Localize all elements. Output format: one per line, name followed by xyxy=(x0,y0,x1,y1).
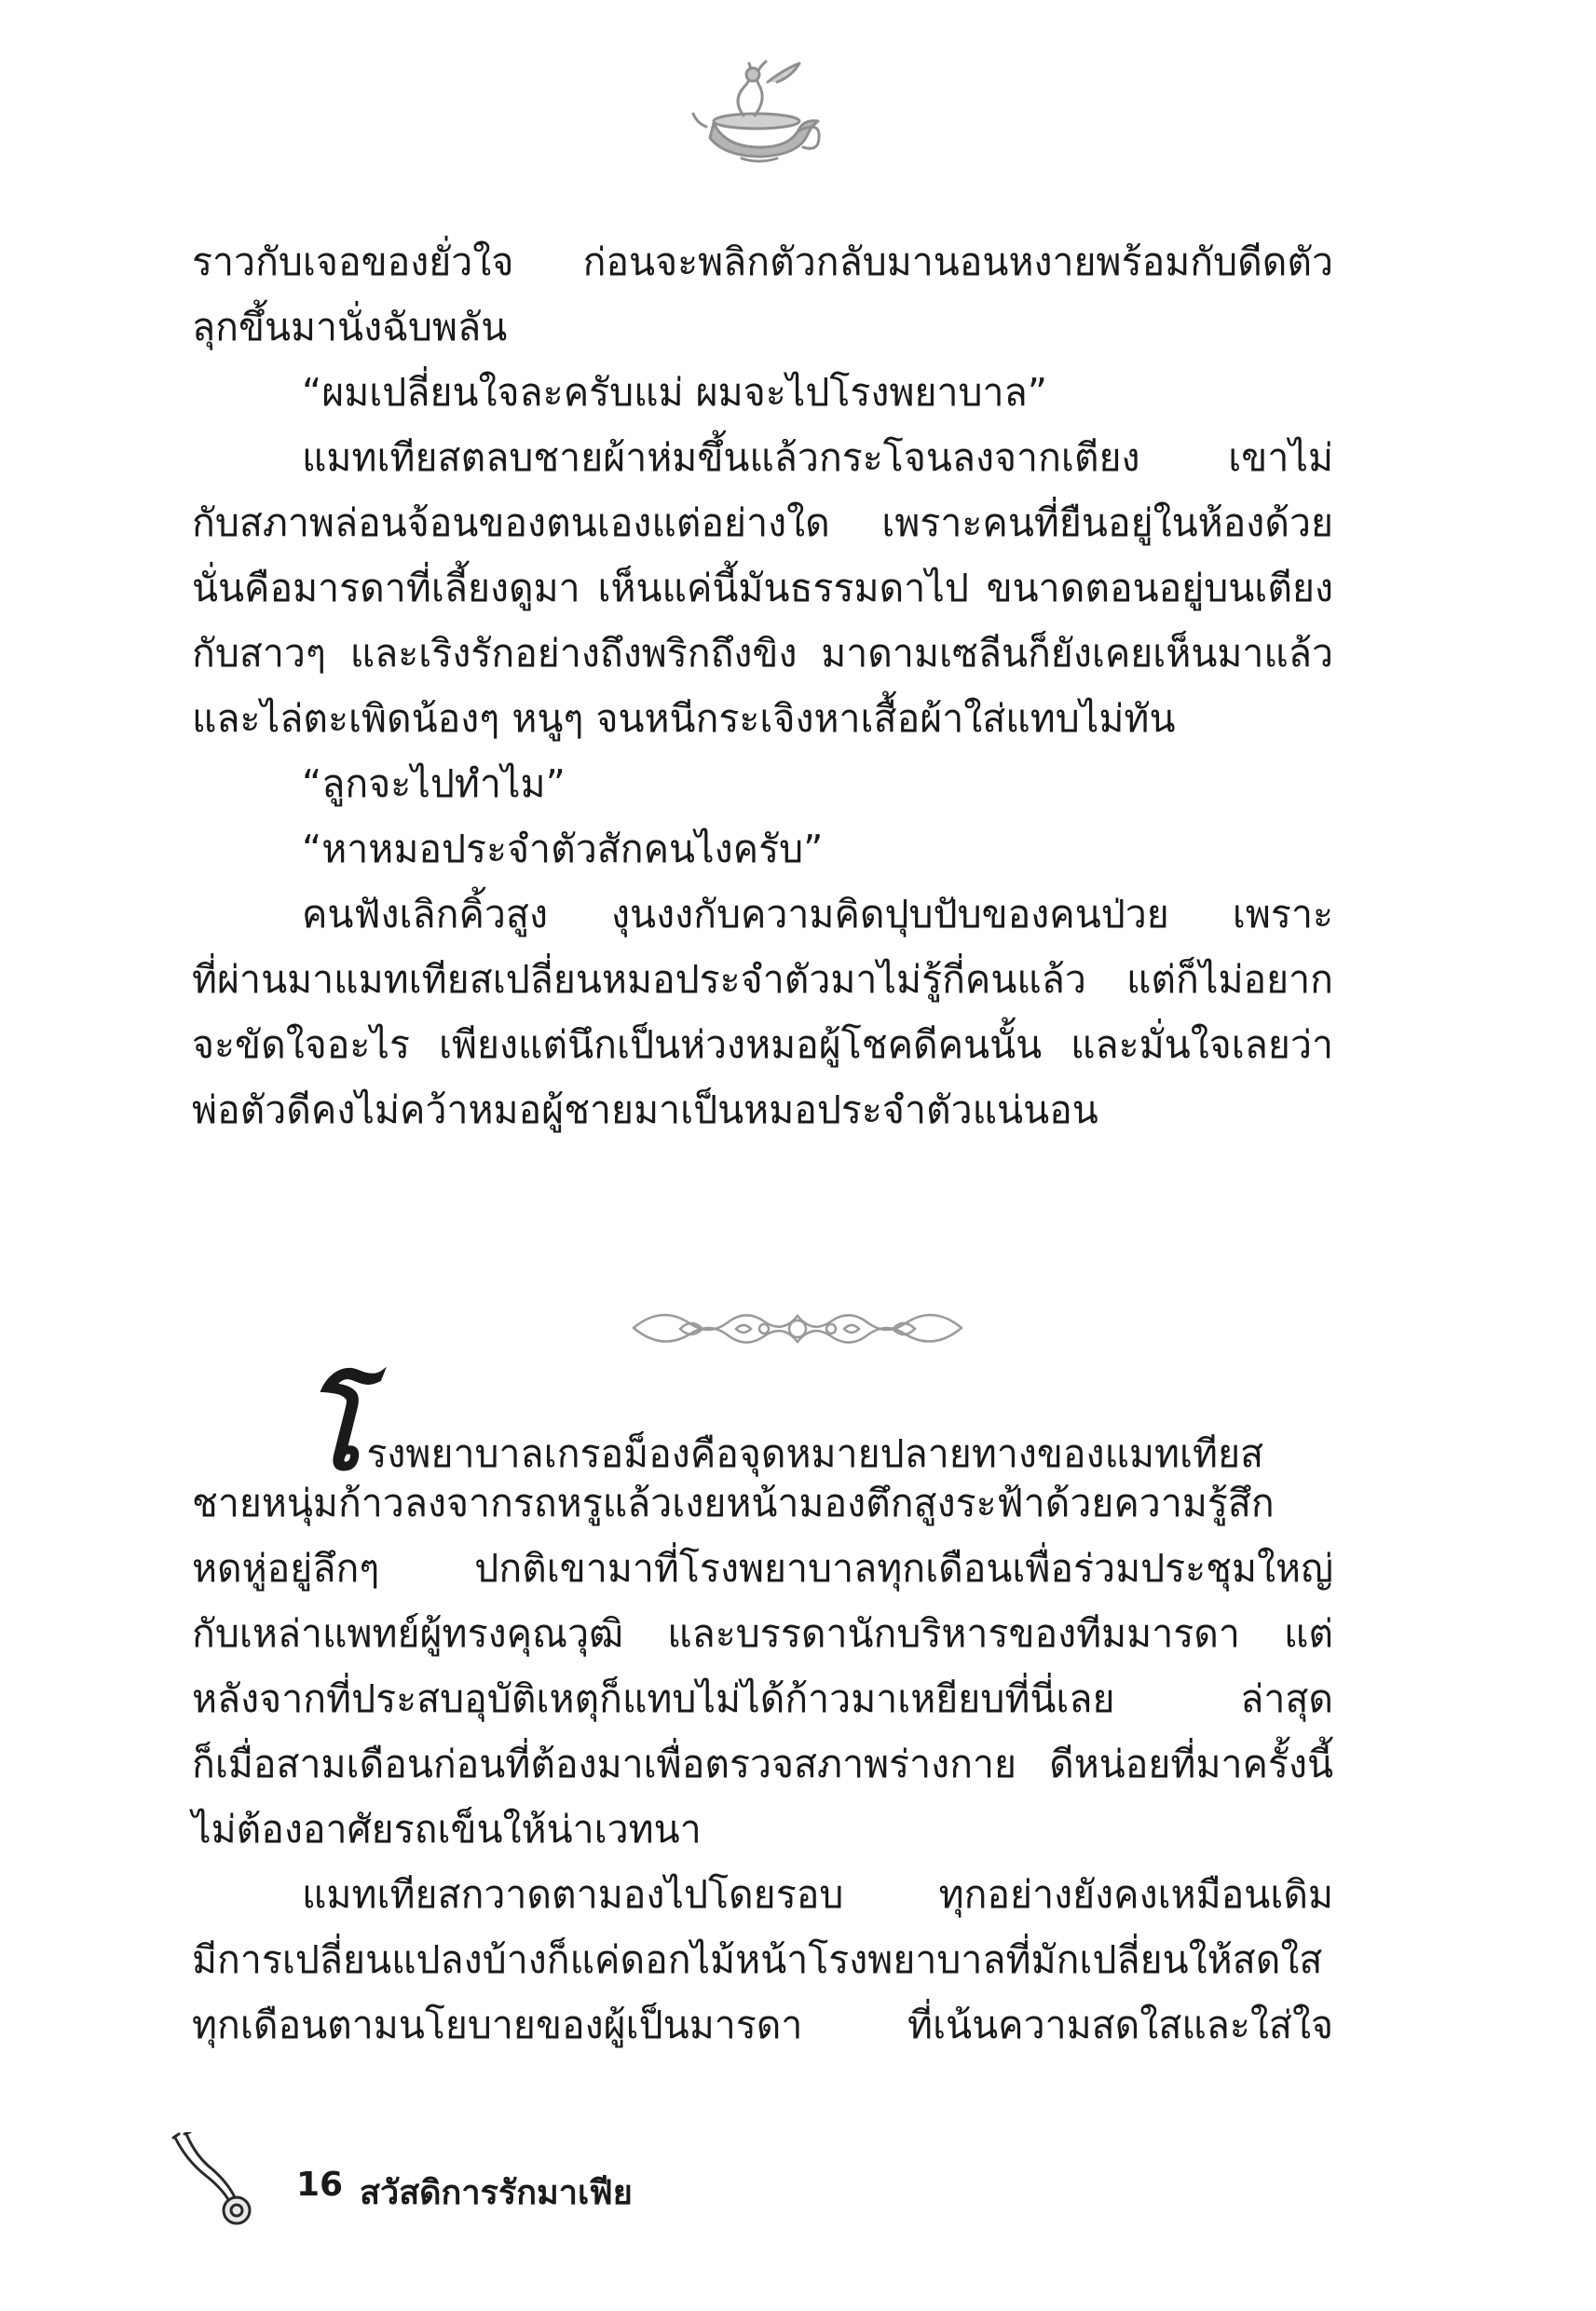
dropcap-line xyxy=(192,1365,1333,1495)
text-line: ก็เมื่อสามเดือนก่อนที่ต้องมาเพื่อตรวจสภาพร่างกาย ดีหน่อยที่มาครั้งนี้ xyxy=(192,1742,1333,1786)
text-line: “หาหมอประจำตัวสักคนไงครับ” xyxy=(302,827,824,871)
text-line: กับสภาพล่อนจ้อนของตนเองแต่อย่างใด เพราะคนที่ยืนอยู่ในห้องด้วย xyxy=(192,500,1333,545)
text-line: “ผมเปลี่ยนใจละครับแม่ ผมจะไปโรงพยาบาล” xyxy=(302,370,1047,415)
genie-lamp-icon xyxy=(688,54,827,164)
text-line: ไม่ต้องอาศัยรถเข็นให้น่าเวทนา xyxy=(192,1807,702,1852)
page-number: 16 xyxy=(296,2166,344,2204)
page-footer xyxy=(168,2132,1006,2235)
text-line: หลังจากที่ประสบอุบัติเหตุก็แทบไม่ได้ก้าวมาเหยียบที่นี่เลย ล่าสุด xyxy=(192,1676,1333,1721)
text-line: นั่นคือมารดาที่เลี้ยงดูมา เห็นแค่นี้มันธรรมดาไป ขนาดตอนอยู่บนเตียง xyxy=(192,566,1333,610)
text-line: มีการเปลี่ยนแปลงบ้างก็แค่ดอกไม้หน้าโรงพยาบาลที่มักเปลี่ยนให้สดใส xyxy=(192,1937,1323,1982)
text-line: จะขัดใจอะไร เพียงแต่นึกเป็นห่วงหมอผู้โชคดีคนนั้น และมั่นใจเลยว่า xyxy=(192,1022,1333,1067)
stethoscope-icon xyxy=(168,2132,270,2235)
text-line: แมทเทียสกวาดตามองไปโดยรอบ ทุกอย่างยังคงเหมือนเดิม xyxy=(302,1872,1333,1917)
text-line: กับเหล่าแพทย์ผู้ทรงคุณวุฒิ และบรรดานักบริหารของทีมมารดา แต่ xyxy=(192,1611,1333,1656)
text-line: แมทเทียสตลบชายผ้าห่มขึ้นแล้วกระโจนลงจากเตียง เขาไม่ xyxy=(302,435,1333,480)
text-line: และไล่ตะเพิดน้องๆ หนูๆ จนหนีกระเจิงหาเสื้อผ้าใส่แทบไม่ทัน xyxy=(192,696,1176,741)
text-line: ทุกเดือนตามนโยบายของผู้เป็นมารดา ที่เน้นความสดใสและใส่ใจ xyxy=(192,2003,1333,2047)
text-line: ชายหนุ่มก้าวลงจากรถหรูแล้วเงยหน้ามองตึกสูงระฟ้าด้วยความรู้สึก xyxy=(192,1481,1275,1525)
drop-cap: โ xyxy=(302,1365,361,1495)
body-text-bottom xyxy=(192,1470,1333,2058)
text-line: คนฟังเลิกคิ้วสูง งุนงงกับความคิดปุบปับของคนป่วย เพราะ xyxy=(302,892,1333,937)
book-title: สวัสดิการรักมาเฟีย xyxy=(360,2174,633,2212)
text-line: ที่ผ่านมาแมทเทียสเปลี่ยนหมอประจำตัวมาไม่รู้กี่คนแล้ว แต่ก็ไม่อยาก xyxy=(192,957,1333,1002)
floral-divider-icon xyxy=(624,1295,971,1361)
text-line: กับสาวๆ และเริงรักอย่างถึงพริกถึงขิง มาดามเซลีนก็ยังเคยเห็นมาแล้ว xyxy=(192,631,1333,676)
text-line: ลุกขึ้นมานั่งฉับพลัน xyxy=(192,305,508,349)
dropcap-paragraph xyxy=(192,1365,1333,1495)
text-line: หดหู่อยู่ลึกๆ ปกติเขามาที่โรงพยาบาลทุกเดือนเพื่อร่วมประชุมใหญ่ xyxy=(192,1546,1333,1591)
text-line: ราวกับเจอของยั่วใจ ก่อนจะพลิกตัวกลับมานอนหงายพร้อมกับดีดตัว xyxy=(192,239,1333,284)
body-text-top xyxy=(192,229,1333,1142)
text-line: “ลูกจะไปทำไม” xyxy=(302,761,566,806)
dropcap-rest-text: รงพยาบาลเกรอม็องคือจุดหมายปลายทางของแมทเทียส xyxy=(366,1431,1264,1476)
text-line: พ่อตัวดีคงไม่คว้าหมอผู้ชายมาเป็นหมอประจำตัวแน่นอน xyxy=(192,1087,1098,1132)
